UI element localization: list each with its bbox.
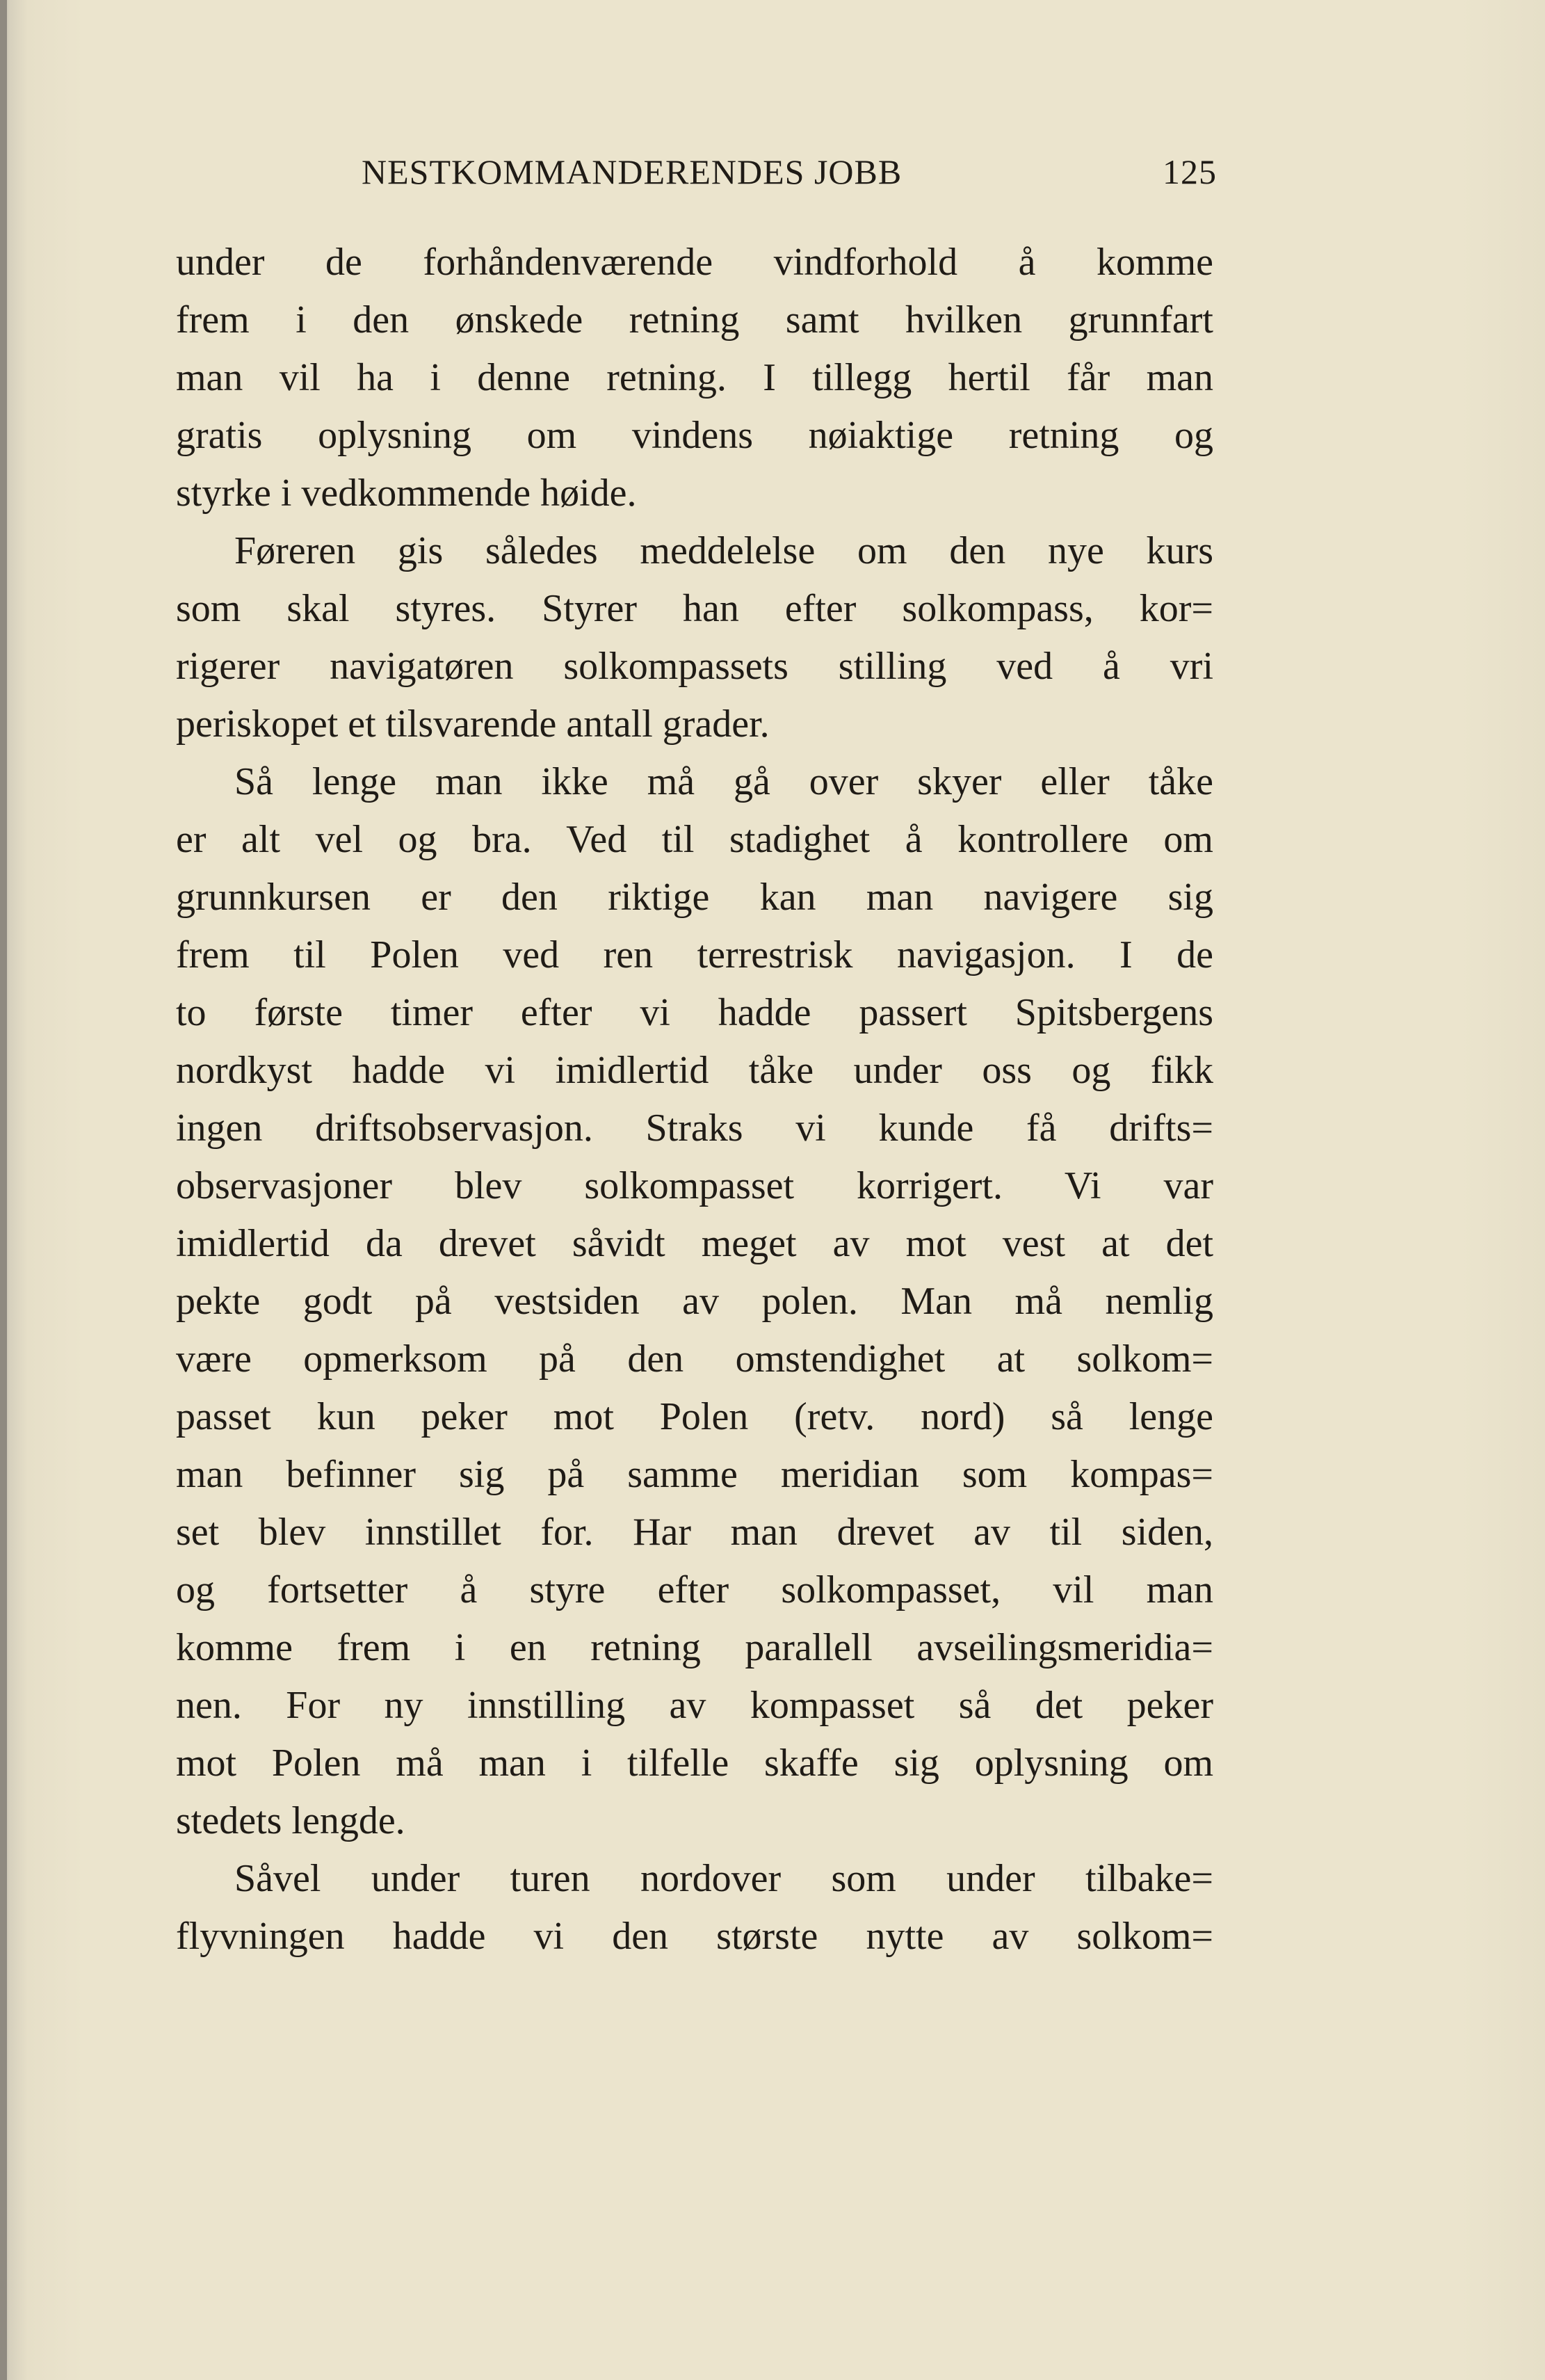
body-text	[176, 234, 1213, 1965]
text-line: imidlertid da drevet såvidt meget av mot vest at det	[176, 1222, 1213, 1265]
text-line: Såvel under turen nordover som under tilbake=	[234, 1857, 1213, 1900]
text-line: observasjoner blev solkompasset korrigert. Vi var	[176, 1164, 1213, 1207]
text-line: Så lenge man ikke må gå over skyer eller tåke	[234, 760, 1213, 803]
text-line: periskopet et tilsvarende antall grader.	[176, 702, 770, 746]
text-line: grunnkursen er den riktige kan man navigere sig	[176, 876, 1213, 919]
text-line: ingen driftsobservasjon. Straks vi kunde få drifts=	[176, 1107, 1213, 1150]
text-line: to første timer efter vi hadde passert Spitsbergens	[176, 991, 1213, 1034]
text-line: er alt vel og bra. Ved til stadighet å kontrollere om	[176, 818, 1213, 861]
text-line: nordkyst hadde vi imidlertid tåke under oss og fikk	[176, 1049, 1213, 1092]
text-line: og fortsetter å styre efter solkompasset, vil man	[176, 1568, 1213, 1611]
binding-edge	[0, 0, 7, 2380]
text-line: styrke i vedkommende høide.	[176, 472, 637, 515]
text-line: rigerer navigatøren solkompassets stilling ved å vri	[176, 645, 1213, 688]
text-line: frem til Polen ved ren terrestrisk navigasjon. I de	[176, 933, 1213, 976]
text-line: komme frem i en retning parallell avseilingsmeridia=	[176, 1626, 1213, 1669]
text-line: flyvningen hadde vi den største nytte av solkom=	[176, 1915, 1213, 1958]
text-line: stedets lengde.	[176, 1799, 405, 1842]
text-line: nen. For ny innstilling av kompasset så det peker	[176, 1684, 1213, 1727]
running-head	[362, 152, 1217, 202]
text-line: frem i den ønskede retning samt hvilken grunnfart	[176, 298, 1213, 341]
running-title: NESTKOMMANDERENDES JOBB	[362, 152, 903, 191]
page-number: 125	[1163, 152, 1217, 191]
text-line: under de forhåndenværende vindforhold å komme	[176, 241, 1213, 284]
text-line: Føreren gis således meddelelse om den nye kurs	[234, 529, 1213, 572]
text-line: være opmerksom på den omstendighet at solkom=	[176, 1337, 1213, 1381]
text-line: pekte godt på vestsiden av polen. Man må nemlig	[176, 1280, 1213, 1323]
text-line: man befinner sig på samme meridian som kompas=	[176, 1453, 1213, 1496]
text-line: man vil ha i denne retning. I tillegg hertil får man	[176, 356, 1213, 399]
text-line: mot Polen må man i tilfelle skaffe sig oplysning om	[176, 1742, 1213, 1785]
text-line: passet kun peker mot Polen (retv. nord) så lenge	[176, 1395, 1213, 1438]
text-line: set blev innstillet for. Har man drevet av til siden,	[176, 1511, 1213, 1554]
text-line: gratis oplysning om vindens nøiaktige retning og	[176, 414, 1213, 457]
text-line: som skal styres. Styrer han efter solkompass, kor=	[176, 587, 1213, 630]
